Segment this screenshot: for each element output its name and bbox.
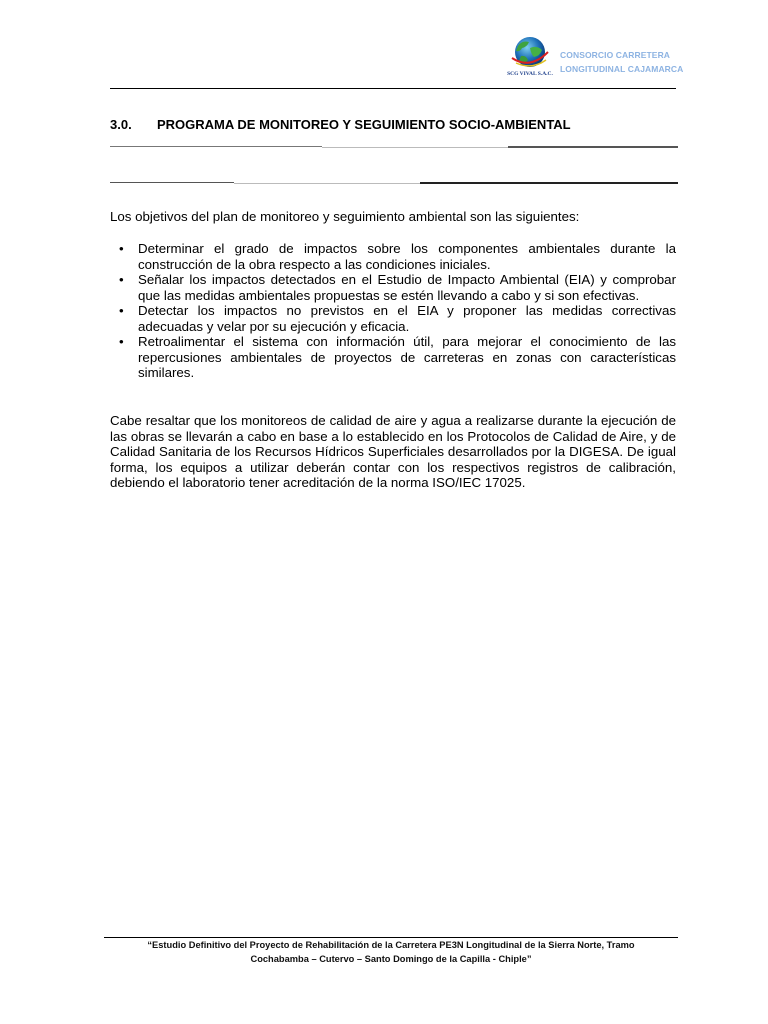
page-footer bbox=[104, 938, 678, 966]
list-item-text: Determinar el grado de impactos sobre los componentes ambientales durante la construcción de la obra respecto a las condiciones iniciales. bbox=[138, 241, 676, 272]
section-heading bbox=[110, 117, 571, 132]
company-name bbox=[560, 48, 683, 76]
list-item-text: Señalar los impactos detectados en el Estudio de Impacto Ambiental (EIA) y comprobar que las medidas ambientales propuestas se estén llevando a cabo y si son efectivas. bbox=[138, 272, 676, 303]
company-line-2: LONGITUDINAL CAJAMARCA bbox=[560, 64, 684, 74]
rule-1a bbox=[110, 146, 322, 147]
rule-1b bbox=[322, 147, 508, 148]
list-item bbox=[110, 272, 676, 303]
rule-2c bbox=[420, 182, 678, 184]
rule-1c bbox=[508, 146, 678, 148]
objectives-list bbox=[110, 241, 676, 381]
list-item-text: Retroalimentar el sistema con información útil, para mejorar el conocimiento de las repercusiones ambientales de proyectos de carreteras en zonas con características similares. bbox=[138, 334, 676, 380]
intro-text: Los objetivos del plan de monitoreo y seguimiento ambiental son las siguientes: bbox=[110, 209, 580, 224]
company-line-1: CONSORCIO CARRETERA bbox=[560, 50, 671, 60]
page-header bbox=[110, 36, 684, 89]
section-number: 3.0. bbox=[110, 117, 132, 132]
rule-2a bbox=[110, 182, 234, 183]
bullet-icon: • bbox=[119, 334, 124, 349]
bullet-icon: • bbox=[119, 241, 124, 256]
footer-line-2: Cochabamba – Cutervo – Santo Domingo de la Capilla - Chiple” bbox=[250, 954, 532, 964]
list-item bbox=[110, 303, 676, 334]
rule-2b bbox=[234, 183, 420, 184]
list-item bbox=[110, 334, 676, 381]
list-item-text: Detectar los impactos no previstos en el EIA y proponer las medidas correctivas adecuadas y velar por su ejecución y eficacia. bbox=[138, 303, 676, 334]
bullet-icon: • bbox=[119, 272, 124, 287]
body-paragraph: Cabe resaltar que los monitoreos de calidad de aire y agua a realizarse durante la ejecución de las obras se llevarán a cabo en base a lo establecido en los Protocolos de Calidad de Aire, y de Calidad Sanitaria de los Recursos Hídricos Superficiales desarrollados por la DIGESA. De igual forma, los equipos a utilizar deberán contar con los respectivos registros de calibración, debiendo el laboratorio tener acreditación de la norma ISO/IEC 17025. bbox=[110, 413, 676, 490]
footer-line-1: “Estudio Definitivo del Proyecto de Rehabilitación de la Carretera PE3N Longitudinal de la Sierra Norte, Tramo bbox=[147, 940, 635, 950]
list-item bbox=[110, 241, 676, 272]
bullet-icon: • bbox=[119, 303, 124, 318]
logo-caption: SCG VIVAL S.A.C. bbox=[507, 71, 553, 77]
section-title: PROGRAMA DE MONITOREO Y SEGUIMIENTO SOCIO-AMBIENTAL bbox=[157, 117, 571, 132]
